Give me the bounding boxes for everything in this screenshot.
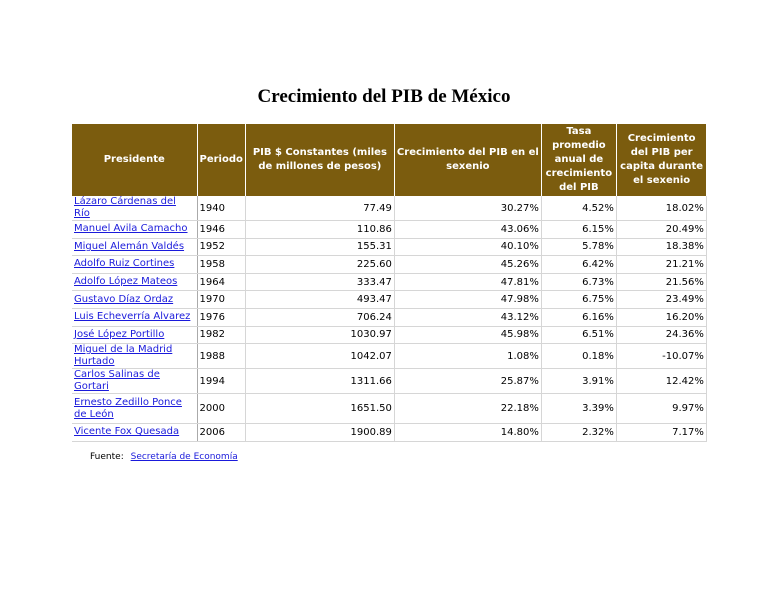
periodo-cell: 1964	[197, 273, 245, 291]
table-row	[72, 369, 706, 394]
crecimiento-cell: 47.98%	[394, 291, 541, 309]
crecimiento-cell: 30.27%	[394, 196, 541, 221]
source-note	[90, 452, 238, 462]
president-cell	[72, 369, 197, 394]
pib-cell: 706.24	[245, 308, 394, 326]
per-capita-cell: 21.56%	[616, 273, 706, 291]
per-capita-cell: -10.07%	[616, 344, 706, 369]
periodo-cell: 1952	[197, 238, 245, 256]
president-link[interactable]: Adolfo Ruiz Cortines	[74, 258, 175, 270]
pib-cell: 1042.07	[245, 344, 394, 369]
per-capita-cell: 24.36%	[616, 326, 706, 344]
pib-cell: 1030.97	[245, 326, 394, 344]
president-link[interactable]: Vicente Fox Quesada	[74, 426, 180, 438]
president-link[interactable]: Carlos Salinas de Gortari	[74, 369, 160, 393]
periodo-cell: 1970	[197, 291, 245, 309]
table-row	[72, 308, 706, 326]
president-cell	[72, 221, 197, 239]
header-tasa-promedio: Tasa promedio anual de crecimiento del PIB	[541, 124, 616, 196]
periodo-cell: 1982	[197, 326, 245, 344]
president-cell	[72, 273, 197, 291]
per-capita-cell: 23.49%	[616, 291, 706, 309]
per-capita-cell: 16.20%	[616, 308, 706, 326]
president-cell	[72, 424, 197, 442]
table-body	[72, 196, 706, 441]
table-row	[72, 273, 706, 291]
table-row	[72, 238, 706, 256]
crecimiento-cell: 43.12%	[394, 308, 541, 326]
president-cell	[72, 291, 197, 309]
pib-cell: 333.47	[245, 273, 394, 291]
president-cell	[72, 344, 197, 369]
periodo-cell: 1988	[197, 344, 245, 369]
pib-cell: 110.86	[245, 221, 394, 239]
crecimiento-cell: 1.08%	[394, 344, 541, 369]
tasa-cell: 0.18%	[541, 344, 616, 369]
pib-cell: 493.47	[245, 291, 394, 309]
source-label: Fuente:	[90, 452, 124, 462]
crecimiento-cell: 22.18%	[394, 394, 541, 424]
tasa-cell: 6.51%	[541, 326, 616, 344]
tasa-cell: 6.73%	[541, 273, 616, 291]
periodo-cell: 1958	[197, 256, 245, 274]
president-link[interactable]: Miguel Alemán Valdés	[74, 240, 185, 252]
periodo-cell: 2006	[197, 424, 245, 442]
periodo-cell: 1976	[197, 308, 245, 326]
page-title: Crecimiento del PIB de México	[257, 86, 511, 107]
president-cell	[72, 238, 197, 256]
president-link[interactable]: Manuel Avila Camacho	[74, 223, 188, 235]
tasa-cell: 3.91%	[541, 369, 616, 394]
tasa-cell: 6.16%	[541, 308, 616, 326]
pib-cell: 1311.66	[245, 369, 394, 394]
per-capita-cell: 9.97%	[616, 394, 706, 424]
table-row	[72, 394, 706, 424]
header-pib: PIB $ Constantes (miles de millones de pesos)	[245, 124, 394, 196]
periodo-cell: 1994	[197, 369, 245, 394]
per-capita-cell: 21.21%	[616, 256, 706, 274]
president-link[interactable]: José López Portillo	[74, 328, 165, 340]
table-header-row	[72, 124, 706, 196]
tasa-cell: 3.39%	[541, 394, 616, 424]
president-link[interactable]: Adolfo López Mateos	[74, 276, 178, 288]
pib-cell: 77.49	[245, 196, 394, 221]
per-capita-cell: 18.38%	[616, 238, 706, 256]
source-link[interactable]: Secretaría de Economía	[130, 452, 238, 462]
tasa-cell: 4.52%	[541, 196, 616, 221]
president-cell	[72, 196, 197, 221]
per-capita-cell: 7.17%	[616, 424, 706, 442]
tasa-cell: 6.75%	[541, 291, 616, 309]
pib-cell: 155.31	[245, 238, 394, 256]
crecimiento-cell: 43.06%	[394, 221, 541, 239]
president-link[interactable]: Luis Echeverría Alvarez	[74, 311, 191, 323]
pib-cell: 1900.89	[245, 424, 394, 442]
periodo-cell: 1946	[197, 221, 245, 239]
table-row	[72, 424, 706, 442]
pib-cell: 225.60	[245, 256, 394, 274]
crecimiento-cell: 47.81%	[394, 273, 541, 291]
table-row	[72, 326, 706, 344]
per-capita-cell: 18.02%	[616, 196, 706, 221]
president-cell	[72, 394, 197, 424]
table-row	[72, 221, 706, 239]
crecimiento-cell: 40.10%	[394, 238, 541, 256]
periodo-cell: 2000	[197, 394, 245, 424]
per-capita-cell: 12.42%	[616, 369, 706, 394]
crecimiento-cell: 45.26%	[394, 256, 541, 274]
pib-cell: 1651.50	[245, 394, 394, 424]
table-row	[72, 256, 706, 274]
pib-table	[72, 124, 707, 442]
tasa-cell: 2.32%	[541, 424, 616, 442]
header-presidente: Presidente	[72, 124, 197, 196]
header-periodo: Periodo	[197, 124, 245, 196]
header-per-capita: Crecimiento del PIB per capita durante el sexenio	[616, 124, 706, 196]
header-crecimiento-sexenio: Crecimiento del PIB en el sexenio	[394, 124, 541, 196]
table-row	[72, 196, 706, 221]
president-link[interactable]: Ernesto Zedillo Ponce de León	[74, 396, 182, 420]
tasa-cell: 6.42%	[541, 256, 616, 274]
tasa-cell: 5.78%	[541, 238, 616, 256]
president-cell	[72, 326, 197, 344]
tasa-cell: 6.15%	[541, 221, 616, 239]
president-link[interactable]: Gustavo Díaz Ordaz	[74, 293, 174, 305]
table-row	[72, 344, 706, 369]
per-capita-cell: 20.49%	[616, 221, 706, 239]
president-cell	[72, 308, 197, 326]
crecimiento-cell: 14.80%	[394, 424, 541, 442]
periodo-cell: 1940	[197, 196, 245, 221]
president-link[interactable]: Lázaro Cárdenas del Río	[74, 196, 176, 219]
crecimiento-cell: 45.98%	[394, 326, 541, 344]
president-link[interactable]: Miguel de la Madrid Hurtado	[74, 344, 173, 368]
crecimiento-cell: 25.87%	[394, 369, 541, 394]
president-cell	[72, 256, 197, 274]
table-row	[72, 291, 706, 309]
